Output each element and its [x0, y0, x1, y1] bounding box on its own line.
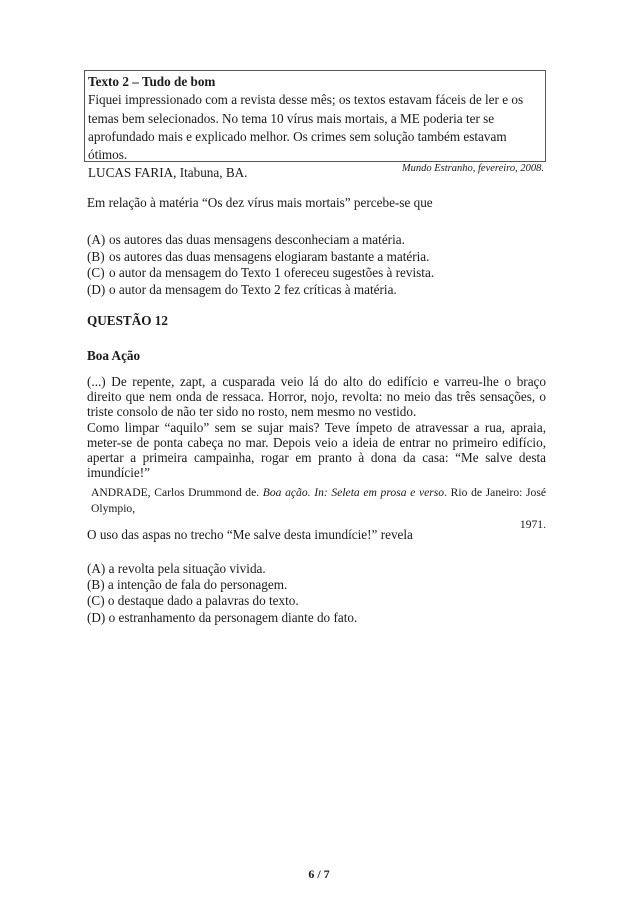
option-text: os autores das duas mensagens desconheciam a matéria.	[109, 232, 405, 247]
question12-text-title: Boa Ação	[87, 348, 141, 363]
option-text: o autor da mensagem do Texto 2 fez críticas à matéria.	[109, 281, 397, 297]
page-number: 6 / 7	[308, 867, 330, 881]
texto2-line: aprofundado mais e explicado melhor. Os crimes sem solução também estavam ótimos.	[88, 128, 507, 163]
option-c[interactable]: (C) o destaque dado a palavras do texto.	[87, 593, 299, 609]
texto2-author: LUCAS FARIA, Itabuna, BA.	[88, 165, 248, 181]
option-b[interactable]	[87, 249, 546, 266]
texto2-title: Texto 2 – Tudo de bom	[88, 74, 216, 89]
option-a[interactable]: (A) a revolta pela situação vivida.	[87, 561, 266, 576]
option-letter: (B)	[87, 248, 105, 264]
texto2-source: Mundo Estranho, fevereiro, 2008.	[401, 163, 544, 174]
option-b[interactable]: (B) a intenção de fala do personagem.	[87, 577, 288, 593]
excerpt-paragraph: (...) De repente, zapt, a cusparada veio lá do alto do edifício e varreu-lhe o braço direito que nem onda de ressaca. Horror, nojo, revolta: no meio das três sensações, o triste consolo de não ter sido no rosto, nem mesmo no vestido.	[87, 374, 546, 420]
citation-line	[91, 485, 546, 517]
option-d[interactable]: (D) o estranhamento da personagem diante do fato.	[87, 609, 358, 625]
option-a[interactable]	[87, 232, 546, 249]
citation-year: 1971.	[519, 518, 546, 531]
citation-publisher: . Rio de Janeiro: José Olympio,	[91, 486, 546, 515]
option-letter: (C)	[87, 265, 105, 281]
option-letter: (D)	[87, 281, 106, 297]
option-text: o autor da mensagem do Texto 1 ofereceu sugestões à revista.	[109, 265, 435, 281]
option-c[interactable]	[87, 265, 546, 282]
citation-title: Boa ação. In: Seleta em prosa e verso	[262, 486, 445, 499]
excerpt-paragraph: Como limpar “aquilo” sem se sujar mais? Teve ímpeto de atravessar a rua, apraia, meter-se de ponta cabeça no mar. Depois veio a ideia de entrar no primeiro edifício, apertar a primeira campainha, rogar em pranto à dona da casa: “Me salve desta imundície!”	[87, 419, 546, 481]
question12-citation	[91, 485, 546, 533]
question11-options	[87, 232, 546, 298]
question12-prompt: O uso das aspas no trecho “Me salve desta imundície!” revela	[87, 527, 413, 542]
question12-options	[87, 561, 546, 626]
question12-excerpt	[87, 374, 546, 480]
question11-prompt: Em relação à matéria “Os dez vírus mais mortais” percebe-se que	[87, 195, 433, 210]
texto2-line: temas bem selecionados. No tema 10 vírus mais mortais, a ME poderia ter se	[88, 110, 495, 126]
option-d[interactable]	[87, 282, 546, 299]
option-text: os autores das duas mensagens elogiaram bastante a matéria.	[109, 248, 430, 264]
question12-heading: QUESTÃO 12	[87, 313, 168, 328]
citation-author: ANDRADE, Carlos Drummond de.	[91, 486, 263, 499]
option-letter: (A)	[87, 232, 106, 247]
texto2-line: Fiquei impressionado com a revista desse mês; os textos estavam fáceis de ler e os	[88, 92, 524, 108]
